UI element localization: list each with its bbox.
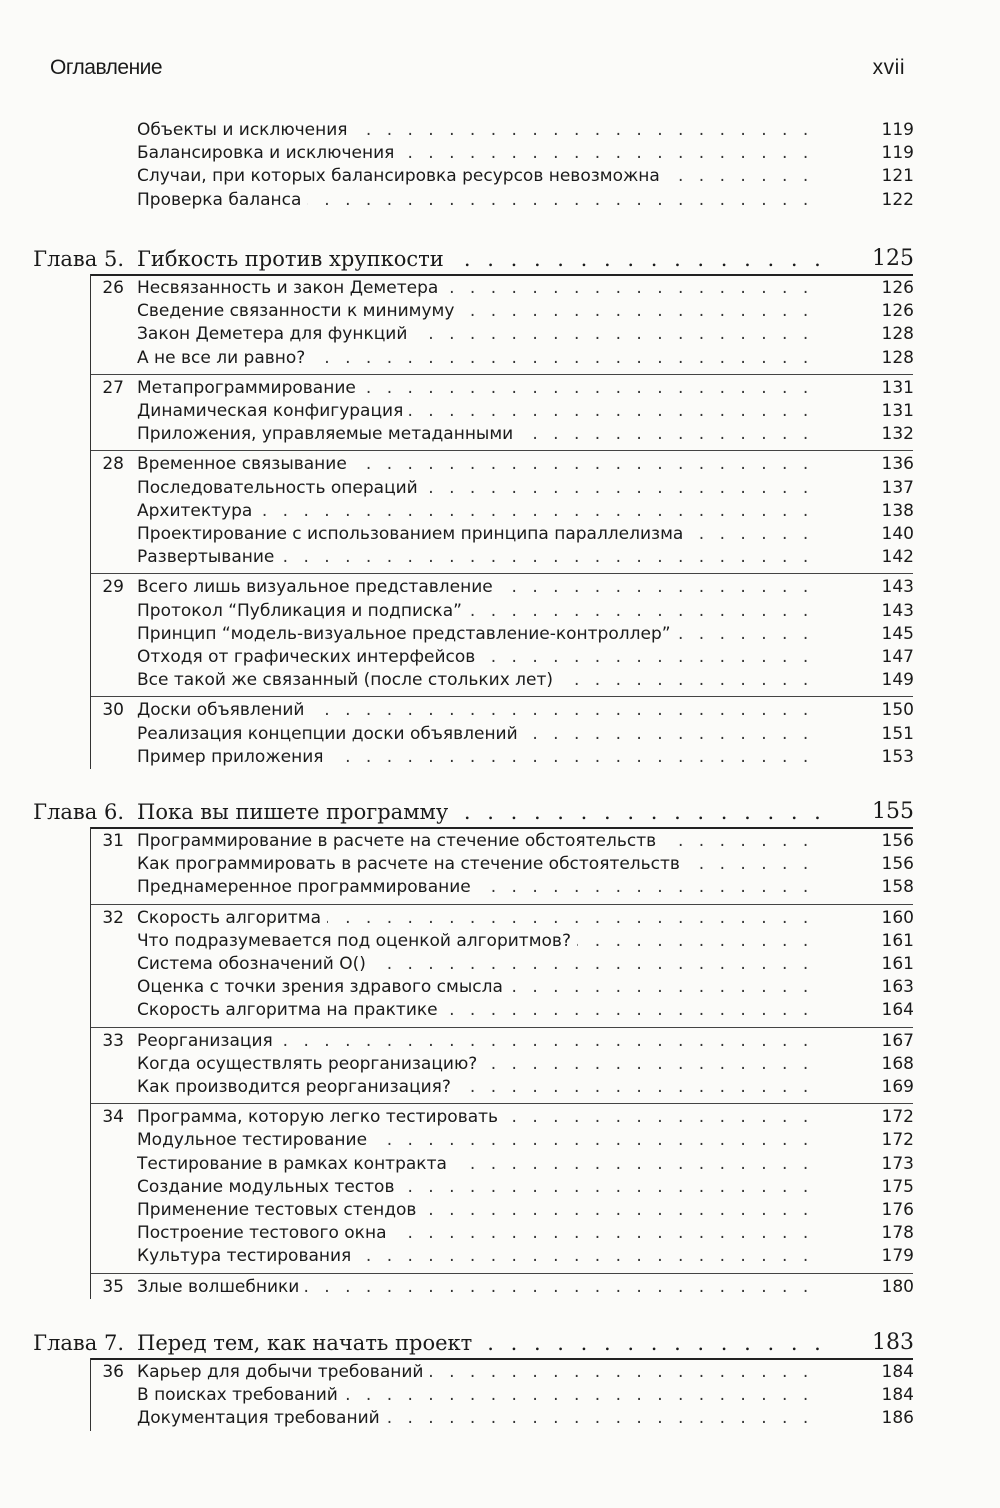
section-separator	[90, 904, 913, 905]
toc-entry	[0, 400, 1000, 423]
entry-leader	[137, 546, 825, 569]
entry-leader	[137, 165, 825, 188]
chapter-heading	[0, 1328, 1000, 1358]
entry-title: Принцип “модель-визуальное представление-контроллер”	[137, 624, 677, 644]
entry-title: Объекты и исключения	[137, 120, 354, 140]
toc-entry	[0, 646, 1000, 669]
entry-title: Метапрограммирование	[137, 378, 362, 398]
toc-entry	[0, 323, 1000, 346]
section-number: 28	[102, 454, 124, 475]
chapter-label: Глава 5.	[33, 247, 124, 271]
entry-page-number: 119	[881, 143, 914, 164]
entry-leader	[137, 142, 825, 165]
entry-leader	[137, 853, 825, 876]
entry-page-number: 119	[881, 120, 914, 140]
toc-entry	[0, 165, 1000, 188]
toc-entry	[0, 930, 1000, 953]
entry-leader	[137, 623, 825, 646]
toc-entry	[0, 1153, 1000, 1176]
entry-leader	[137, 1030, 825, 1053]
toc-entry	[0, 723, 1000, 746]
chapter-title: Пока вы пишете программу	[137, 800, 454, 824]
entry-title: Документация требований	[137, 1408, 386, 1428]
toc-entry	[0, 1407, 1000, 1430]
entry-page-number: 160	[881, 907, 914, 928]
chapter-label: Глава 6.	[33, 800, 124, 824]
section-number: 36	[102, 1362, 124, 1382]
entry-page-number: 128	[881, 347, 914, 368]
section-number: 34	[102, 1107, 124, 1128]
chapter-label: Глава 7.	[33, 1331, 124, 1355]
entry-leader	[137, 500, 825, 523]
entry-leader	[137, 477, 825, 500]
entry-page-number: 136	[881, 454, 914, 475]
entry-page-number: 172	[881, 1107, 914, 1128]
entry-page-number: 121	[881, 166, 914, 187]
toc-entry	[0, 546, 1000, 569]
entry-title: Как производится реорганизация?	[137, 1077, 457, 1097]
entry-page-number: 169	[881, 1077, 914, 1097]
entry-page-number: 143	[881, 577, 914, 598]
entry-page-number: 153	[881, 746, 914, 767]
section-separator	[90, 450, 913, 451]
entry-title: Отходя от графических интерфейсов	[137, 647, 481, 667]
entry-page-number: 163	[881, 977, 914, 998]
entry-leader	[137, 1076, 825, 1099]
entry-title: Доски объявлений	[137, 700, 310, 720]
entry-title: Несвязанность и закон Деметера	[137, 278, 444, 298]
entry-page-number: 180	[881, 1276, 914, 1297]
entry-leader	[137, 1199, 825, 1222]
entry-page-number: 184	[881, 1385, 914, 1406]
chapter-leader	[137, 244, 825, 274]
toc-entry	[0, 500, 1000, 523]
entry-leader	[137, 400, 825, 423]
entry-title: Временное связывание	[137, 454, 353, 474]
chapter-heading	[0, 797, 1000, 827]
entry-leader	[137, 423, 825, 446]
chapter-title: Перед тем, как начать проект	[137, 1331, 478, 1355]
section-separator	[90, 374, 913, 375]
entry-page-number: 131	[881, 401, 914, 421]
entry-leader	[137, 1106, 825, 1129]
chapter-page-number: 183	[872, 1330, 914, 1355]
entry-leader	[137, 830, 825, 853]
toc-entry	[0, 1030, 1000, 1053]
entry-title: Как программировать в расчете на стечение обстоятельств	[137, 854, 686, 874]
entry-page-number: 150	[881, 700, 914, 721]
toc-entry	[0, 976, 1000, 999]
entry-title: Что подразумевается под оценкой алгоритмов?	[137, 931, 577, 951]
entry-page-number: 164	[881, 1000, 914, 1021]
toc-entry	[0, 119, 1000, 142]
toc-entry	[0, 300, 1000, 323]
toc-entry	[0, 953, 1000, 976]
entry-title: Проверка баланса	[137, 190, 307, 210]
entry-leader	[137, 1222, 825, 1245]
entry-page-number: 172	[881, 1130, 914, 1151]
chapter-vertical-rule	[90, 827, 91, 1299]
entry-title: Последовательность операций	[137, 478, 424, 498]
entry-leader	[137, 1407, 825, 1430]
toc-entry	[0, 1129, 1000, 1152]
entry-page-number: 156	[881, 831, 914, 851]
toc-entry	[0, 669, 1000, 692]
entry-page-number: 179	[881, 1246, 914, 1267]
entry-leader	[137, 930, 825, 953]
toc-entry	[0, 423, 1000, 446]
entry-leader	[137, 189, 825, 212]
entry-leader	[137, 1176, 825, 1199]
entry-title: Приложения, управляемые метаданными	[137, 424, 519, 444]
toc-entry	[0, 853, 1000, 876]
toc-entry	[0, 600, 1000, 623]
entry-title: Программирование в расчете на стечение обстоятельств	[137, 831, 662, 851]
toc-entry	[0, 1053, 1000, 1076]
entry-title: Случаи, при которых балансировка ресурсов невозможна	[137, 166, 666, 186]
entry-title: В поисках требований	[137, 1385, 344, 1405]
toc-entry	[0, 1106, 1000, 1129]
entry-title: Когда осуществлять реорганизацию?	[137, 1054, 483, 1074]
section-number: 32	[102, 907, 124, 928]
entry-page-number: 122	[881, 189, 914, 210]
entry-title: Модульное тестирование	[137, 1130, 373, 1150]
entry-leader	[137, 976, 825, 999]
toc-entry	[0, 477, 1000, 500]
chapter-page-number: 155	[872, 799, 914, 824]
entry-leader	[137, 347, 825, 370]
entry-page-number: 184	[881, 1362, 914, 1382]
entry-leader	[137, 377, 825, 400]
section-number: 30	[102, 700, 124, 721]
entry-title: Скорость алгоритма	[137, 908, 327, 928]
toc-entry	[0, 576, 1000, 599]
section-separator	[90, 1103, 913, 1104]
entry-page-number: 143	[881, 600, 914, 621]
entry-page-number: 142	[881, 547, 914, 568]
entry-page-number: 131	[881, 377, 914, 398]
entry-leader	[137, 1245, 825, 1268]
entry-title: Всего лишь визуальное представление	[137, 577, 499, 597]
section-separator	[90, 696, 913, 697]
entry-leader	[137, 876, 825, 899]
entry-leader	[137, 646, 825, 669]
entry-page-number: 147	[881, 647, 914, 667]
running-header	[50, 56, 905, 82]
entry-leader	[137, 1361, 825, 1384]
entry-leader	[137, 953, 825, 976]
entry-leader	[137, 323, 825, 346]
running-header-page-number: xvii	[872, 56, 905, 79]
entry-page-number: 167	[881, 1030, 914, 1051]
toc-entry	[0, 999, 1000, 1022]
entry-title: Протокол “Публикация и подписка”	[137, 601, 468, 621]
entry-leader	[137, 600, 825, 623]
entry-page-number: 145	[881, 623, 914, 644]
entry-leader	[137, 1153, 825, 1176]
toc-entry	[0, 1199, 1000, 1222]
entry-title: Система обозначений O()	[137, 954, 372, 974]
entry-page-number: 175	[881, 1176, 914, 1197]
toc-entry	[0, 876, 1000, 899]
chapter-rule	[90, 827, 913, 829]
entry-title: Балансировка и исключения	[137, 143, 400, 163]
entry-title: Злые волшебники	[137, 1277, 305, 1297]
chapter-rule	[90, 1358, 913, 1360]
toc-entry	[0, 1076, 1000, 1099]
section-separator	[90, 1027, 913, 1028]
entry-leader	[137, 1276, 825, 1299]
chapter-page-number: 125	[872, 246, 914, 271]
toc-entry	[0, 189, 1000, 212]
entry-title: Развертывание	[137, 547, 280, 567]
toc-entry	[0, 142, 1000, 165]
entry-title: Закон Деметера для функций	[137, 324, 413, 344]
entry-title: Реализация концепции доски объявлений	[137, 724, 524, 744]
section-number: 26	[102, 278, 124, 298]
entry-leader	[137, 723, 825, 746]
entry-page-number: 161	[881, 954, 914, 974]
entry-leader	[137, 300, 825, 323]
entry-page-number: 168	[881, 1053, 914, 1074]
entry-title: Карьер для добычи требований	[137, 1362, 429, 1382]
entry-leader	[137, 746, 825, 769]
toc-entry	[0, 623, 1000, 646]
toc-entry	[0, 746, 1000, 769]
toc-entry	[0, 1222, 1000, 1245]
toc-entry	[0, 1245, 1000, 1268]
toc-entry	[0, 347, 1000, 370]
entry-title: Тестирование в рамках контракта	[137, 1154, 453, 1174]
entry-leader	[137, 453, 825, 476]
entry-title: Динамическая конфигурация	[137, 401, 409, 421]
entry-title: Построение тестового окна	[137, 1223, 392, 1243]
toc-entry	[0, 377, 1000, 400]
section-number: 31	[102, 831, 124, 851]
entry-page-number: 132	[881, 424, 914, 445]
section-separator	[90, 1273, 913, 1274]
chapter-leader	[137, 1328, 825, 1358]
entry-leader	[137, 1129, 825, 1152]
toc-entry	[0, 1361, 1000, 1384]
toc-entry	[0, 907, 1000, 930]
entry-leader	[137, 119, 825, 142]
entry-page-number: 138	[881, 500, 914, 521]
entry-page-number: 126	[881, 278, 914, 298]
toc-entry	[0, 1176, 1000, 1199]
entry-page-number: 151	[881, 723, 914, 744]
running-header-title: Оглавление	[50, 56, 163, 79]
entry-leader	[137, 1384, 825, 1407]
entry-leader	[137, 523, 825, 546]
toc-entry	[0, 699, 1000, 722]
chapter-leader	[137, 797, 825, 827]
entry-page-number: 137	[881, 477, 914, 498]
entry-leader	[137, 1053, 825, 1076]
entry-title: Применение тестовых стендов	[137, 1200, 422, 1220]
entry-title: Все такой же связанный (после стольких лет)	[137, 670, 559, 690]
entry-leader	[137, 999, 825, 1022]
entry-page-number: 158	[881, 877, 914, 898]
section-separator	[90, 573, 913, 574]
entry-leader	[137, 576, 825, 599]
entry-title: Сведение связанности к минимуму	[137, 301, 460, 321]
toc-entry	[0, 830, 1000, 853]
entry-title: Программа, которую легко тестировать	[137, 1107, 504, 1127]
entry-page-number: 173	[881, 1153, 914, 1174]
entry-page-number: 140	[881, 524, 914, 544]
entry-title: Архитектура	[137, 501, 258, 521]
toc-entry	[0, 1276, 1000, 1299]
chapter-vertical-rule	[90, 274, 91, 769]
entry-title: Создание модульных тестов	[137, 1177, 400, 1197]
entry-title: Преднамеренное программирование	[137, 877, 477, 897]
entry-leader	[137, 699, 825, 722]
section-number: 33	[102, 1030, 124, 1051]
entry-title: Пример приложения	[137, 747, 330, 767]
chapter-vertical-rule	[90, 1358, 91, 1431]
entry-page-number: 126	[881, 301, 914, 322]
toc-entry	[0, 1384, 1000, 1407]
entry-page-number: 128	[881, 324, 914, 345]
entry-title: Оценка с точки зрения здравого смысла	[137, 977, 509, 997]
chapter-rule	[90, 274, 913, 276]
entry-title: Проектирование с использованием принципа параллелизма	[137, 524, 689, 544]
entry-page-number: 161	[881, 930, 914, 951]
entry-title: Скорость алгоритма на практике	[137, 1000, 444, 1020]
section-number: 35	[102, 1276, 124, 1297]
entry-title: Реорганизация	[137, 1031, 279, 1051]
section-number: 27	[102, 377, 124, 398]
toc-entry	[0, 453, 1000, 476]
entry-leader	[137, 669, 825, 692]
chapter-title: Гибкость против хрупкости	[137, 247, 450, 271]
entry-page-number: 178	[881, 1223, 914, 1244]
chapter-heading	[0, 244, 1000, 274]
toc-entry	[0, 523, 1000, 546]
entry-page-number: 156	[881, 854, 914, 875]
entry-page-number: 149	[881, 670, 914, 691]
entry-page-number: 186	[881, 1408, 914, 1429]
section-number: 29	[102, 577, 124, 598]
entry-page-number: 176	[881, 1200, 914, 1220]
entry-leader	[137, 907, 825, 930]
entry-title: А не все ли равно?	[137, 348, 311, 368]
toc-entry	[0, 277, 1000, 300]
entry-title: Культура тестирования	[137, 1246, 357, 1266]
entry-leader	[137, 277, 825, 300]
